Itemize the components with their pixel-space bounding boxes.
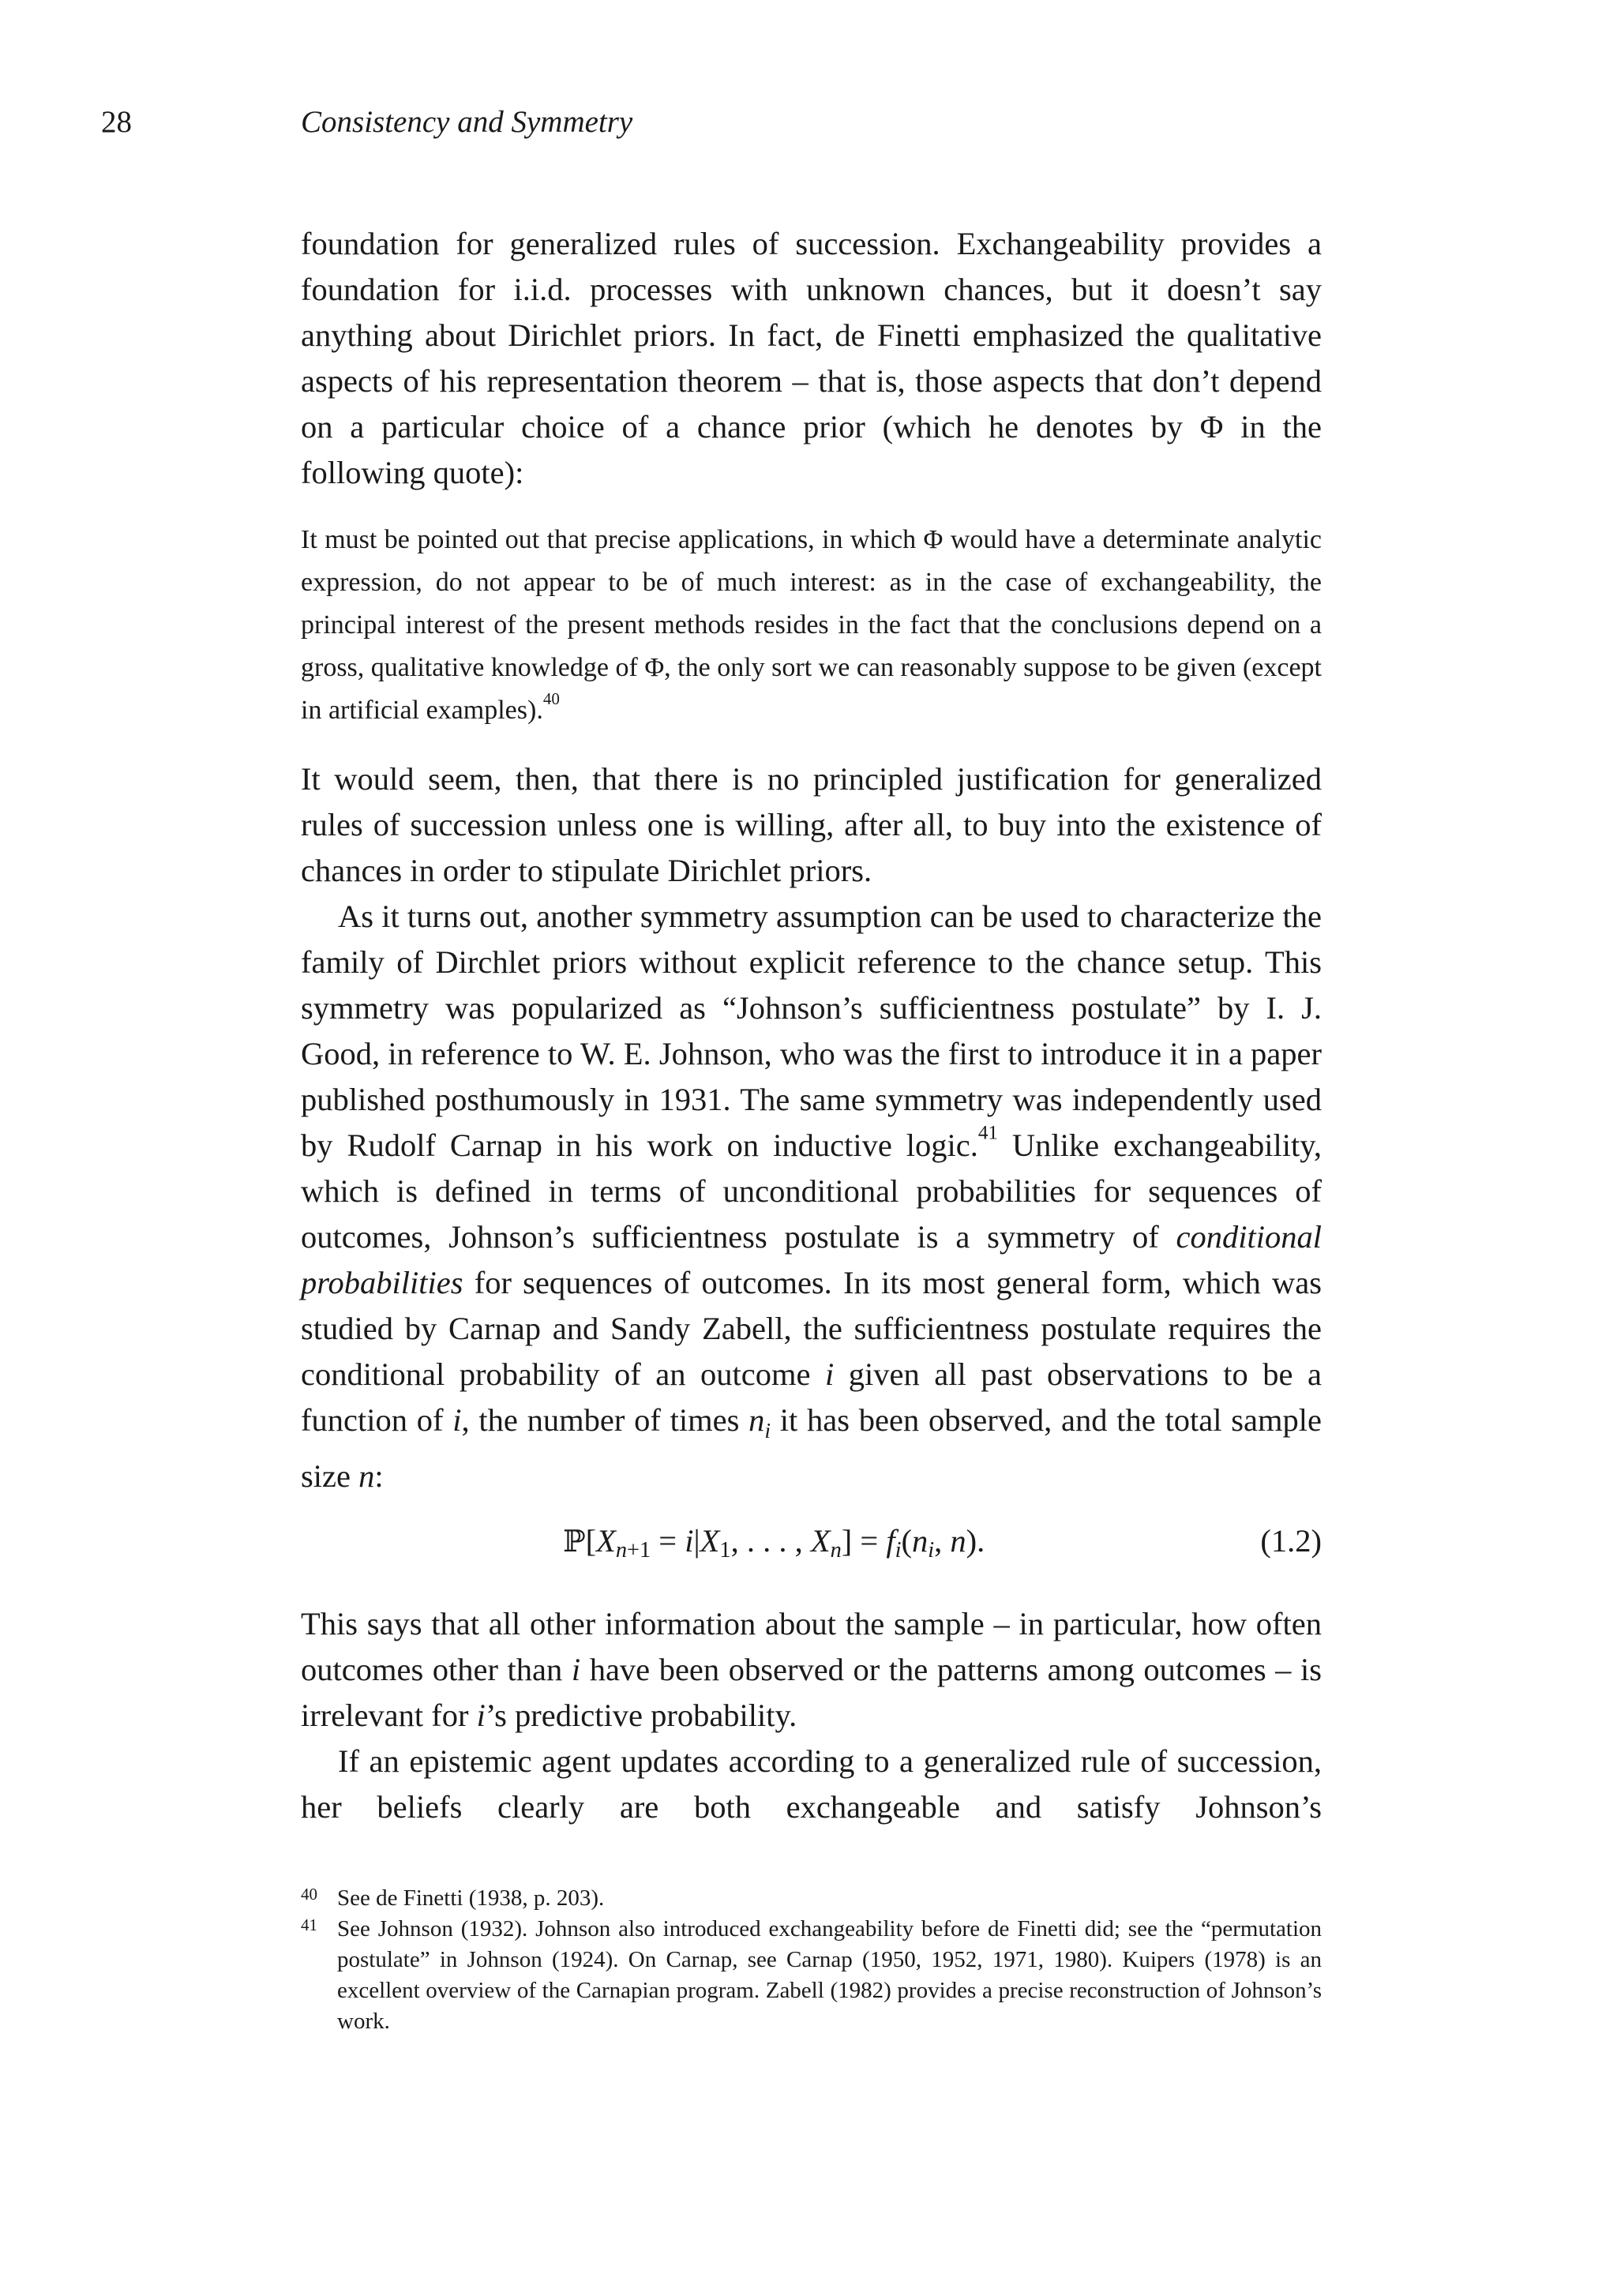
block-quote xyxy=(301,519,1322,732)
footnote-text: See Johnson (1932). Johnson also introduced exchangeability before de Finetti did; see the “permutation postulate” in Johnson (1924). On Carnap, see Carnap (1950, 1952, 1971, 1980). Kuipers (1978) is an excellent overview of the Carnapian program. Zabell (1982) provides a precise reconstruction of Johnson’s work. xyxy=(337,1916,1322,2034)
equation-formula: $ℙ[X_{n+1} = i|X_1$, . . . , $X_n] = f_i(n_i$, n). xyxy=(563,1523,985,1563)
footnote-ref-41: 41 xyxy=(977,1122,998,1144)
quote-text: It must be pointed out that precise applications, in which Φ would have a determinate analytic expression, do not appear to be of much interest: as in the case of exchangeability, the principal interest of the present methods resides in the fact that the conclusions depend on a gross, qualitative knowledge of Φ, the only sort we can reasonably suppose to be given (except in artificial examples). xyxy=(301,525,1322,725)
paragraph-4: This says that all other information about the sample – in particular, how often outcomes other than i have been observed or the patterns among outcomes – is irrelevant for i’s predictive probability. xyxy=(301,1606,1322,1733)
paragraphs-main xyxy=(301,756,1322,1499)
running-title: Consistency and Symmetry xyxy=(301,105,633,139)
footnote-text: See de Finetti (1938, p. 203). xyxy=(337,1885,605,1911)
footnote-ref-40: 40 xyxy=(542,689,560,709)
paragraph-3: As it turns out, another symmetry assumption can be used to characterize the family of Dirchlet priors without explicit reference to the chance setup. This symmetry was popularized as “Johnson’s sufficientness postulate” by I. J. Good, in reference to W. E. Johnson, who was the first to introduce it in a paper published posthumously in 1931. The same symmetry was independently used by Rudolf Carnap in his work on inductive logic.$^{41}$ Unlike exchangeability, which is defined in terms of unconditional probabilities for sequences of outcomes, Johnson’s sufficientness postulate is a symmetry of conditional probabilities for sequences of outcomes. In its most general form, which was studied by Carnap and Sandy Zabell, the sufficientness postulate requires the conditional probability of an outcome i given all past observations to be a function of i, the number of times $n_i$ it has been observed, and the total sample size n: xyxy=(301,899,1322,1495)
footnote-40 xyxy=(301,1883,1322,1914)
emphasis-conditional-probabilities: conditional probabilities xyxy=(301,1219,1322,1300)
paragraphs-after-equation xyxy=(301,1601,1322,1830)
paragraph-1-text: foundation for generalized rules of succession. Exchangeability provides a foundation for i.i.d. processes with unknown chances, but it doesn’t say anything about Dirichlet priors. In fact, de Finetti emphasized the qualitative aspects of his representation theorem – that is, those aspects that don’t depend on a particular choice of a chance prior (which he denotes by Φ in the following quote): xyxy=(301,226,1322,490)
paragraph-1 xyxy=(301,221,1322,496)
paragraph-2: It would seem, then, that there is no principled justification for generalized rules of succession unless one is willing, after all, to buy into the existence of chances in order to stipulate Dirichlet priors. xyxy=(301,761,1322,888)
equation-number: (1.2) xyxy=(1260,1523,1322,1559)
equation-1-2 xyxy=(301,1522,1322,1570)
footnote-41 xyxy=(301,1914,1322,2037)
running-header xyxy=(0,104,1617,152)
footnote-number: 40 xyxy=(301,1885,317,1904)
paragraph-5: If an epistemic agent updates according to a generalized rule of succession, her beliefs clearly are both exchangeable and satisfy Johnson’s xyxy=(301,1743,1322,1825)
footnotes xyxy=(301,1883,1322,2037)
footnote-number: 41 xyxy=(301,1915,317,1934)
page-number: 28 xyxy=(101,105,132,139)
